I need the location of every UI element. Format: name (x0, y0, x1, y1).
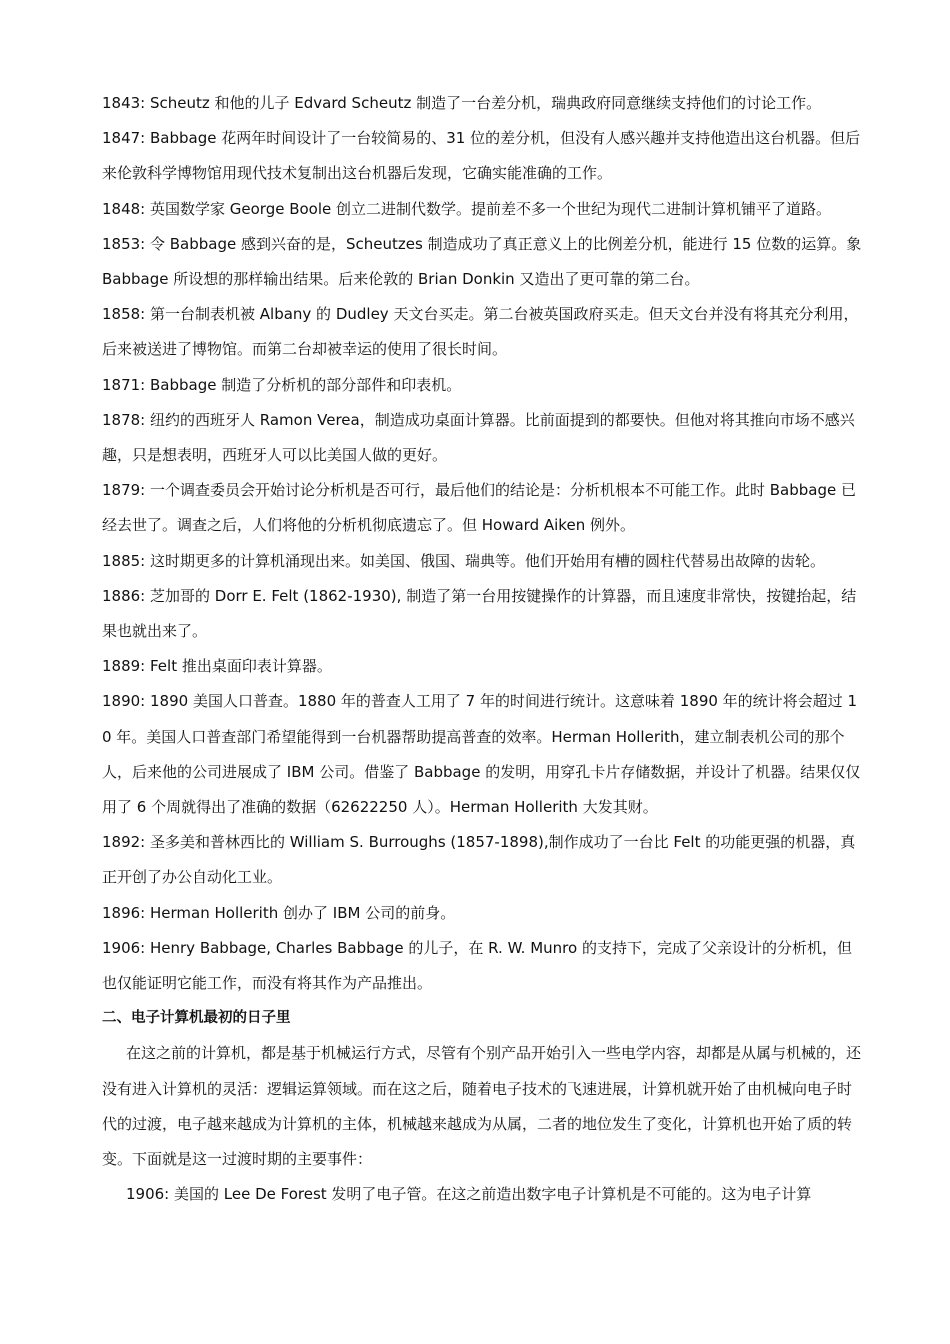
entry-1858: 1858: 第一台制表机被 Albany 的 Dudley 天文台买走。第二台被英国政府买走。但天文台并没有将其充分利用，后来被送进了博物馆。而第二台却被幸运的使用了很长时间。 (102, 305, 859, 359)
entry-1848: 1848: 英国数学家 George Boole 创立二进制代数学。提前差不多一个世纪为现代二进制计算机铺平了道路。 (102, 199, 832, 218)
section-heading: 二、电子计算机最初的日子里 (102, 1010, 291, 1027)
entry-1890: 1890: 1890 美国人口普查。1880 年的普查人工用了 7 年的时间进行统计。这意味着 1890 年的统计将会超过 10 年。美国人口普查部门希望能得到一台机器帮助提高普查的效率。Herman Hollerith，建立制表机公司的那个人，后来他的公司进展成了 IBM 公司。借鉴了 Babbage 的发明，用穿孔卡片存储数据，并设计了机器。结果仅仅用了 6 个周就得出了准确的数据（62622250 人）。Herman Hollerith 大发其财。 (102, 692, 861, 817)
entry-1906-henry: 1906: Henry Babbage, Charles Babbage 的儿子，在 R. W. Munro 的支持下，完成了父亲设计的分析机，但也仅能证明它能工作，而没有将其作为产品推出。 (102, 938, 852, 993)
entry-1889: 1889: Felt 推出桌面印表计算器。 (102, 657, 332, 676)
entry-1847: 1847: Babbage 花两年时间设计了一台较简易的、31 位的差分机，但没有人感兴趣并支持他造出这台机器。但后来伦敦科学博物馆用现代技术复制出这台机器后发现，它确实能准确的工作。 (102, 129, 861, 183)
entry-1906-de-forest: 1906: 美国的 Lee De Forest 发明了电子管。在这之前造出数字电子计算机是不可能的。这为电子计算 (126, 1185, 812, 1204)
entry-1878: 1878: 纽约的西班牙人 Ramon Verea，制造成功桌面计算器。比前面提到的都要快。但他对将其推向市场不感兴趣，只是想表明，西班牙人可以比美国人做的更好。 (102, 410, 855, 465)
document-body (102, 86, 862, 1213)
entry-1892: 1892: 圣多美和普林西比的 William S. Burroughs (1857-1898),制作成功了一台比 Felt 的功能更强的机器，真正开创了办公自动化工业。 (102, 833, 856, 887)
entry-1871: 1871: Babbage 制造了分析机的部分部件和印表机。 (102, 375, 462, 394)
entry-1885: 1885: 这时期更多的计算机涌现出来。如美国、俄国、瑞典等。他们开始用有槽的圆柱代替易出故障的齿轮。 (102, 551, 826, 570)
intro-paragraph: 在这之前的计算机，都是基于机械运行方式，尽管有个别产品开始引入一些电学内容，却都是从属与机械的，还没有进入计算机的灵活：逻辑运算领域。而在这之后，随着电子技术的飞速进展，计算机就开始了由机械向电子时代的过渡，电子越来越成为计算机的主体，机械越来越成为从属，二者的地位发生了变化，计算机也开始了质的转变。下面就是这一过渡时期的主要事件： (102, 1044, 862, 1169)
entry-1886: 1886: 芝加哥的 Dorr E. Felt (1862-1930), 制造了第一台用按键操作的计算器，而且速度非常快，按键抬起，结果也就出来了。 (102, 586, 857, 641)
entry-1896: 1896: Herman Hollerith 创办了 IBM 公司的前身。 (102, 903, 456, 922)
entry-1879: 1879: 一个调查委员会开始讨论分析机是否可行，最后他们的结论是：分析机根本不可能工作。此时 Babbage 已经去世了。调查之后，人们将他的分析机彻底遗忘了。但 Howard Aiken 例外。 (102, 481, 857, 535)
entry-1853: 1853: 令 Babbage 感到兴奋的是，Scheutzes 制造成功了真正意义上的比例差分机，能进行 15 位数的运算。象 Babbage 所设想的那样输出结果。后来伦敦的 Brian Donkin 又造出了更可靠的第二台。 (102, 234, 862, 289)
entry-1843: 1843: Scheutz 和他的儿子 Edvard Scheutz 制造了一台差分机，瑞典政府同意继续支持他们的讨论工作。 (102, 94, 822, 112)
